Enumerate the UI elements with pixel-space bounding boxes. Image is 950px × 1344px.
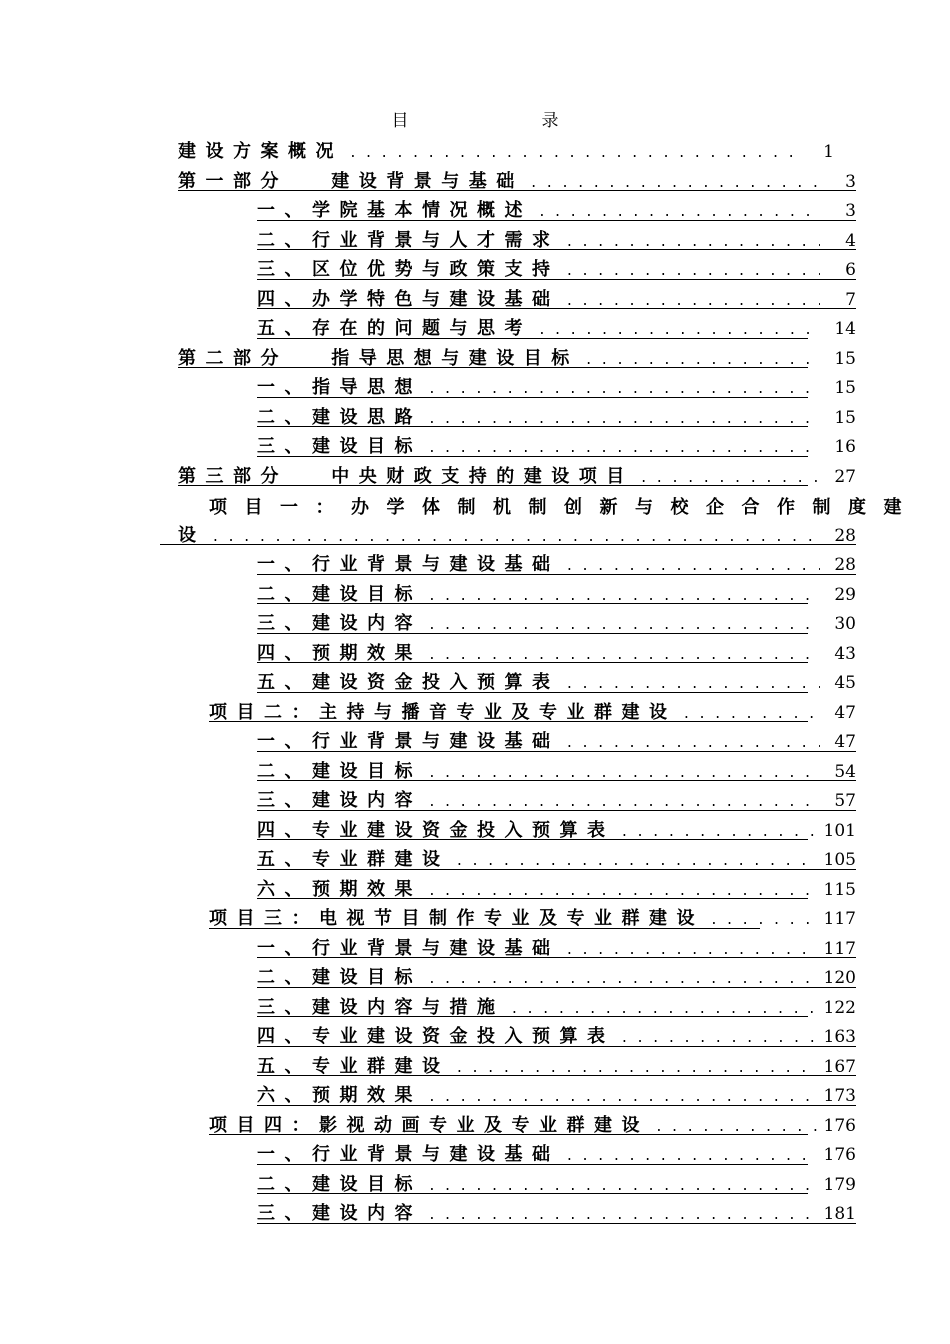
dot-leader xyxy=(349,141,798,167)
toc-entry-page: 3 xyxy=(845,172,856,192)
underline-rule xyxy=(257,1046,856,1047)
toc-entry-label: 二、建设目标 xyxy=(257,761,422,782)
dot-leader xyxy=(456,1056,818,1082)
underline-rule xyxy=(257,249,856,250)
underline-rule xyxy=(257,987,856,988)
toc-entry-label-line1[interactable]: 项目一：办学体制机制创新与校企合作制度建 xyxy=(209,497,919,518)
toc-entry-page: 176 xyxy=(823,1116,856,1136)
dot-leader xyxy=(538,318,820,344)
toc-entry-page: 179 xyxy=(823,1175,856,1195)
underline-rule xyxy=(257,338,808,339)
toc-entry-page: 117 xyxy=(823,939,856,959)
dot-leader xyxy=(456,849,818,875)
toc-entry-page: 27 xyxy=(834,467,856,487)
toc-entry[interactable] xyxy=(209,700,856,726)
toc-entry-label: 一、行业背景与建设基础 xyxy=(257,731,560,752)
underline-rule xyxy=(257,426,808,427)
toc-entry-page: 3 xyxy=(845,201,856,221)
toc-entry-page: 6 xyxy=(845,260,856,280)
toc-entry-label: 五、专业群建设 xyxy=(257,1056,450,1077)
toc-entry-label: 四、办学特色与建设基础 xyxy=(257,289,560,310)
toc-entry-label: 三、建设内容 xyxy=(257,1203,422,1224)
underline-rule xyxy=(257,1075,856,1076)
toc-entry[interactable] xyxy=(257,641,856,667)
toc-entry-page: 57 xyxy=(834,791,856,811)
toc-entry-label: 二、建设目标 xyxy=(257,584,422,605)
dot-leader xyxy=(511,997,818,1023)
toc-entry-page: 115 xyxy=(823,880,856,900)
toc-entry-label: 一、行业背景与建设基础 xyxy=(257,938,560,959)
dot-leader xyxy=(428,377,820,403)
toc-entry-page: 14 xyxy=(834,319,856,339)
toc-entry-page: 122 xyxy=(823,998,856,1018)
toc-entry[interactable] xyxy=(257,582,856,608)
underline-rule xyxy=(257,1193,808,1194)
dot-leader xyxy=(538,200,820,226)
toc-entry-page: 7 xyxy=(845,290,856,310)
underline-rule xyxy=(257,839,808,840)
toc-entry-label: 第二部分 指导思想与建设目标 xyxy=(178,348,579,369)
toc-entry-page: 30 xyxy=(834,614,856,634)
toc-entry-label: 二、建设思路 xyxy=(257,407,422,428)
dot-leader xyxy=(655,1115,818,1141)
toc-entry-label: 一、行业背景与建设基础 xyxy=(257,1144,560,1165)
underline-rule xyxy=(257,633,808,634)
toc-entry[interactable] xyxy=(257,405,856,431)
toc-entry-label: 四、专业建设资金投入预算表 xyxy=(257,1026,615,1047)
underline-rule xyxy=(178,367,808,368)
toc-entry-label: 六、预期效果 xyxy=(257,879,422,900)
toc-entry[interactable] xyxy=(178,523,856,549)
toc-entry-page: 101 xyxy=(823,821,856,841)
dot-leader xyxy=(212,525,821,551)
dot-leader xyxy=(530,171,820,197)
dot-leader xyxy=(428,643,820,669)
toc-entry-page: 47 xyxy=(834,703,856,723)
dot-leader xyxy=(640,466,820,492)
toc-entry-page: 120 xyxy=(823,968,856,988)
toc-entry-label: 项目二：主持与播音专业及专业群建设 xyxy=(209,702,677,723)
dot-leader xyxy=(566,1144,818,1170)
dot-leader xyxy=(566,731,821,757)
toc-entry-label: 第一部分 建设背景与基础 xyxy=(178,171,524,192)
underline-rule xyxy=(178,190,856,191)
toc-entry[interactable] xyxy=(257,228,856,254)
dot-leader xyxy=(428,967,818,993)
dot-leader xyxy=(428,1203,818,1229)
dot-leader xyxy=(428,436,820,462)
dot-leader xyxy=(566,672,821,698)
toc-entry[interactable] xyxy=(257,995,856,1021)
toc-entry[interactable] xyxy=(257,818,856,844)
underline-rule xyxy=(257,1223,856,1224)
dot-leader xyxy=(566,289,821,315)
toc-entry-label: 五、存在的问题与思考 xyxy=(257,318,532,339)
dot-leader xyxy=(428,1174,818,1200)
toc-entry-label: 一、学院基本情况概述 xyxy=(257,200,532,221)
dot-leader xyxy=(566,938,818,964)
dot-leader xyxy=(566,259,821,285)
toc-entry-label: 四、预期效果 xyxy=(257,643,422,664)
toc-title: 目 录 xyxy=(391,111,617,131)
underline-rule xyxy=(257,662,808,663)
toc-entry-label: 一、指导思想 xyxy=(257,377,422,398)
toc-entry-page: 176 xyxy=(823,1145,856,1165)
toc-entry[interactable] xyxy=(257,936,856,962)
toc-entry-page: 15 xyxy=(834,378,856,398)
underline-rule xyxy=(160,544,856,545)
underline-rule xyxy=(209,928,760,929)
toc-entry-page: 28 xyxy=(834,555,856,575)
dot-leader xyxy=(566,554,821,580)
toc-entry-page: 28 xyxy=(834,526,856,546)
toc-entry-label: 三、建设内容与措施 xyxy=(257,997,505,1018)
dot-leader xyxy=(428,790,820,816)
toc-entry-label: 四、专业建设资金投入预算表 xyxy=(257,820,615,841)
underline-rule xyxy=(257,397,808,398)
toc-entry[interactable] xyxy=(257,1054,856,1080)
toc-entry-page: 117 xyxy=(823,909,856,929)
toc-entry-page: 15 xyxy=(834,349,856,369)
toc-entry-label: 第三部分 中央财政支持的建设项目 xyxy=(178,466,634,487)
dot-leader xyxy=(621,820,818,846)
toc-entry[interactable] xyxy=(257,287,856,313)
underline-rule xyxy=(257,1105,856,1106)
toc-entry-label: 三、建设目标 xyxy=(257,436,422,457)
underline-rule xyxy=(257,456,808,457)
dot-leader xyxy=(566,230,821,256)
toc-entry-page: 54 xyxy=(834,762,856,782)
dot-leader xyxy=(428,879,818,905)
toc-entry-label: 五、建设资金投入预算表 xyxy=(257,672,560,693)
toc-entry[interactable] xyxy=(257,877,856,903)
toc-entry-label: 项目三：电视节目制作专业及专业群建设 xyxy=(209,908,704,929)
toc-entry-page: 47 xyxy=(834,732,856,752)
dot-leader xyxy=(683,702,821,728)
toc-entry-page: 43 xyxy=(834,644,856,664)
underline-rule xyxy=(257,603,808,604)
underline-rule xyxy=(209,721,808,722)
toc-entry-page: 16 xyxy=(834,437,856,457)
toc-entry-label: 项目四：影视动画专业及专业群建设 xyxy=(209,1115,649,1136)
toc-entry-page: 45 xyxy=(834,673,856,693)
toc-entry-label: 六、预期效果 xyxy=(257,1085,422,1106)
toc-entry-label: 一、行业背景与建设基础 xyxy=(257,554,560,575)
toc-entry-page: 167 xyxy=(823,1057,856,1077)
underline-rule xyxy=(257,1164,808,1165)
underline-rule xyxy=(257,751,856,752)
toc-entry[interactable] xyxy=(209,1113,856,1139)
underline-rule xyxy=(178,485,808,486)
underline-rule xyxy=(257,308,856,309)
dot-leader xyxy=(621,1026,818,1052)
underline-rule xyxy=(257,810,856,811)
toc-entry-label: 三、区位优势与政策支持 xyxy=(257,259,560,280)
toc-entry[interactable] xyxy=(178,464,856,490)
underline-rule xyxy=(257,869,856,870)
toc-entry-label: 设 xyxy=(178,525,206,546)
toc-entry-label: 建设方案概况 xyxy=(178,141,343,162)
toc-entry-page: 105 xyxy=(823,850,856,870)
toc-entry-page: 1 xyxy=(823,142,834,162)
toc-entry-label: 五、专业群建设 xyxy=(257,849,450,870)
dot-leader xyxy=(428,584,820,610)
underline-rule xyxy=(257,692,808,693)
toc-entry-label: 二、行业背景与人才需求 xyxy=(257,230,560,251)
toc-entry-page: 181 xyxy=(823,1204,856,1224)
toc-entry-label: 三、建设内容 xyxy=(257,613,422,634)
toc-entry-page: 4 xyxy=(845,231,856,251)
underline-rule xyxy=(209,1134,808,1135)
dot-leader xyxy=(585,348,820,374)
toc-entry-label: 二、建设目标 xyxy=(257,967,422,988)
underline-rule xyxy=(257,1016,808,1017)
toc-entry-page: 163 xyxy=(823,1027,856,1047)
toc-entry-page: 173 xyxy=(823,1086,856,1106)
underline-rule xyxy=(257,279,856,280)
dot-leader xyxy=(428,1085,818,1111)
underline-rule xyxy=(257,957,856,958)
toc-entry[interactable] xyxy=(178,139,834,165)
toc-entry[interactable] xyxy=(178,169,856,195)
toc-entry-label: 二、建设目标 xyxy=(257,1174,422,1195)
toc-entry[interactable] xyxy=(178,346,856,372)
dot-leader xyxy=(428,761,820,787)
underline-rule xyxy=(257,574,856,575)
toc-entry-page: 15 xyxy=(834,408,856,428)
underline-rule xyxy=(257,780,856,781)
dot-leader xyxy=(710,908,818,934)
underline-rule xyxy=(257,898,808,899)
dot-leader xyxy=(428,613,820,639)
toc-entry[interactable] xyxy=(257,1172,856,1198)
toc-entry-page: 29 xyxy=(834,585,856,605)
toc-entry[interactable] xyxy=(257,759,856,785)
dot-leader xyxy=(428,407,820,433)
underline-rule xyxy=(257,220,856,221)
toc-entry-label: 三、建设内容 xyxy=(257,790,422,811)
